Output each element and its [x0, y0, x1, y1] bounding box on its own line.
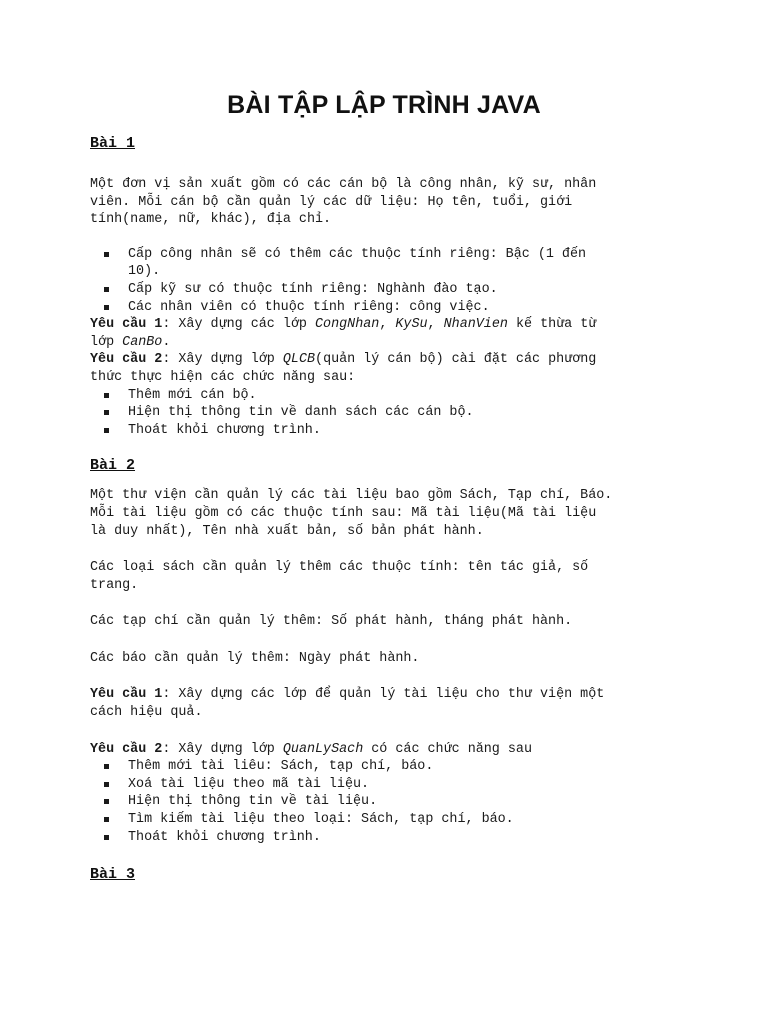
exercise-2-books-line-2: trang. [90, 577, 139, 593]
list-item-text: Thêm mới tài liêu: Sách, tạp chí, báo. [128, 759, 434, 775]
class-name: CanBo [122, 334, 163, 350]
bullet-icon [104, 835, 109, 840]
exercise-2-intro-line-2: Mỗi tài liệu gồm có các thuộc tính sau: Mã tài liệu(Mã tài liệu [90, 505, 597, 521]
list-item [104, 404, 690, 422]
requirement-text: : Xây dựng các lớp để quản lý tài liệu cho thư viện một [162, 687, 605, 703]
requirement-label: Yêu cầu 1 [90, 687, 163, 703]
list-item [104, 387, 690, 405]
list-item [104, 793, 690, 811]
requirement-text: (quản lý cán bộ) cài đặt các phương [315, 352, 597, 368]
separator-text: , [427, 317, 444, 333]
exercise-2-newspapers: Các báo cần quản lý thêm: Ngày phát hành. [90, 650, 420, 666]
class-name: KySu [395, 317, 428, 333]
bullet-icon [104, 393, 109, 398]
list-item [104, 811, 690, 829]
exercise-2-intro-line-3: là duy nhất), Tên nhà xuất bản, số bản phát hành. [90, 523, 484, 539]
document-content [90, 132, 690, 887]
bullet-icon [104, 410, 109, 415]
requirement-label: Yêu cầu 2 [90, 741, 163, 757]
requirement-label: Yêu cầu 2 [90, 352, 163, 368]
page-title: BÀI TẬP LẬP TRÌNH JAVA [227, 91, 541, 119]
list-item-text: Tìm kiếm tài liệu theo loại: Sách, tạp chí, báo. [128, 812, 514, 828]
list-item-text: Xoá tài liệu theo mã tài liệu. [128, 776, 370, 792]
exercise-2-functions-list [90, 758, 690, 846]
exercise-1-requirement-1 [90, 316, 690, 351]
requirement-text: : Xây dựng lớp [162, 352, 283, 368]
list-item-text: Hiện thị thông tin về danh sách các cán bộ. [128, 405, 474, 421]
requirement-text: lớp [90, 334, 123, 350]
requirement-text: . [162, 334, 171, 350]
list-item [104, 776, 690, 794]
requirement-text: : Xây dựng các lớp [162, 317, 316, 333]
bullet-icon [104, 764, 109, 769]
list-item [104, 422, 690, 440]
class-name: QuanLySach [282, 741, 364, 757]
bullet-icon [104, 799, 109, 804]
exercise-1-properties-list [90, 246, 690, 316]
list-item-text: Các nhân viên có thuộc tính riêng: công việc. [128, 299, 490, 315]
class-name: QLCB [282, 352, 316, 368]
exercise-1-intro-line-1: Một đơn vị sản xuất gồm có các cán bộ là công nhân, kỹ sư, nhân [90, 177, 597, 192]
exercise-2-intro-line-1: Một thư viện cần quản lý các tài liệu bao gồm Sách, Tạp chí, Báo. [90, 488, 613, 504]
bullet-icon [104, 252, 109, 257]
list-item-text: Hiện thị thông tin về tài liệu. [128, 794, 378, 810]
exercise-2-heading: Bài 2 [90, 457, 136, 475]
list-item [104, 299, 690, 317]
list-item-text: Thoát khỏi chương trình. [128, 422, 321, 438]
exercise-1-requirement-2 [90, 351, 690, 386]
exercise-1-intro-line-2: viên. Mỗi cán bộ cần quản lý các dữ liệu: Họ tên, tuổi, giới [90, 194, 573, 210]
exercise-2-requirement-1 [90, 686, 690, 721]
bullet-icon [104, 305, 109, 310]
requirement-text: kế thừa từ [507, 317, 597, 333]
requirement-text: cách hiệu quả. [90, 705, 203, 721]
list-item-text: Cấp công nhân sẽ có thêm các thuộc tính riêng: Bậc (1 đến [128, 246, 587, 262]
list-item [104, 829, 690, 847]
exercise-3-heading: Bài 3 [90, 866, 136, 884]
bullet-icon [104, 817, 109, 822]
list-item-continuation: 10). [128, 264, 161, 280]
list-item-text: Cấp kỹ sư có thuộc tính riêng: Nghành đào tạo. [128, 281, 498, 297]
exercise-2-magazines: Các tạp chí cần quản lý thêm: Số phát hành, tháng phát hành. [90, 614, 573, 630]
separator-text: , [379, 317, 396, 333]
bullet-icon [104, 782, 109, 787]
exercise-1-functions-list [90, 387, 690, 440]
exercise-2-books-line-1: Các loại sách cần quản lý thêm các thuộc tính: tên tác giả, số [90, 560, 589, 576]
exercise-1-intro-line-3: tính(name, nữ, khác), địa chỉ. [90, 212, 332, 228]
requirement-text: có các chức năng sau [363, 741, 532, 757]
list-item-text: Thêm mới cán bộ. [128, 387, 257, 403]
class-name: NhanVien [443, 317, 508, 333]
exercise-1-heading: Bài 1 [90, 135, 136, 152]
exercise-2-requirement-2 [90, 741, 690, 759]
class-name: CongNhan [315, 317, 380, 333]
list-item [104, 758, 690, 776]
bullet-icon [104, 287, 109, 292]
requirement-text: : Xây dựng lớp [162, 741, 283, 757]
requirement-text: thức thực hiện các chức năng sau: [90, 369, 356, 385]
requirement-label: Yêu cầu 1 [90, 317, 163, 333]
list-item-text: Thoát khỏi chương trình. [128, 829, 321, 845]
bullet-icon [104, 428, 109, 433]
list-item [104, 281, 690, 299]
list-item [104, 246, 690, 281]
